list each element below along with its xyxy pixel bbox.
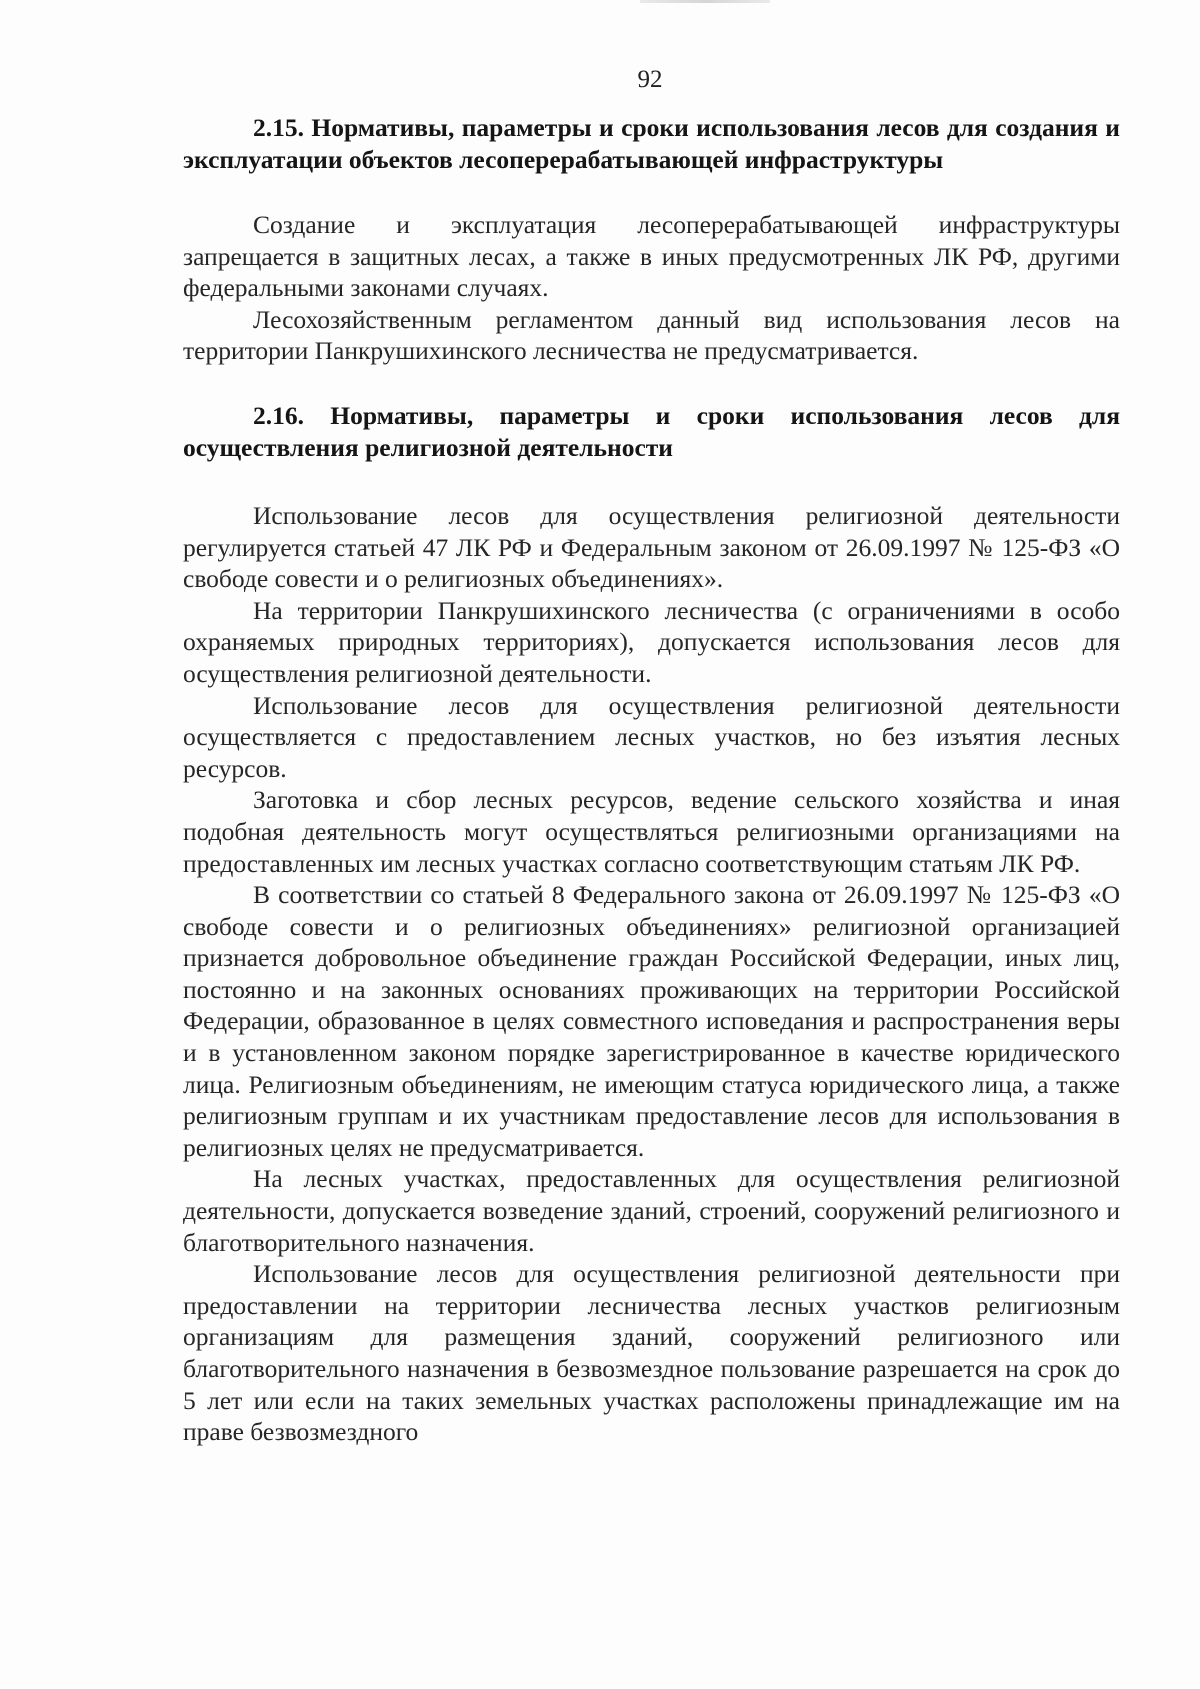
paragraph: Создание и эксплуатация лесоперерабатывающей инфраструктуры запрещается в защитных лесах, а также в иных предусмотренных ЛК РФ, другими федеральными законами случаях. <box>183 210 1120 303</box>
paragraph: На лесных участках, предоставленных для осуществления религиозной деятельности, допускается возведение зданий, строений, сооружений религиозного и благотворительного назначения. <box>183 1164 1120 1257</box>
section-body-2-15 <box>183 209 1120 367</box>
paragraph: Использование лесов для осуществления религиозной деятельности осуществляется с предоставлением лесных участков, но без изъятия лесных ресурсов. <box>183 690 1120 783</box>
section-body-2-16 <box>183 500 1120 1448</box>
paragraph: Заготовка и сбор лесных ресурсов, ведение сельского хозяйства и иная подобная деятельность могут осуществляться религиозными организациями на предоставленных им лесных участках согласно соответствующим статьям ЛК РФ. <box>183 785 1120 878</box>
scan-artifact <box>640 0 770 3</box>
page-content <box>183 112 1120 1448</box>
paragraph: Лесохозяйственным регламентом данный вид использования лесов на территории Панкрушихинского лесничества не предусматривается. <box>183 304 1120 366</box>
section-heading-2-16: 2.16. Нормативы, параметры и сроки использования лесов для осуществления религиозной деятельности <box>183 400 1120 462</box>
paragraph: В соответствии со статьей 8 Федерального закона от 26.09.1997 № 125-ФЗ «О свободе совести и о религиозных объединениях» религиозной организацией признается добровольное объединение граждан Российской Федерации, иных лиц, постоянно и на законных основаниях проживающих на территории Российской Федерации, образованное в целях совместного исповедания и распространения веры и в установленном законом порядке зарегистрированное в качестве юридического лица. Религиозным объединениям, не имеющим статуса юридического лица, а также религиозным группам и их участникам предоставление лесов для использования в религиозных целях не предусматривается. <box>183 880 1120 1162</box>
section-heading-2-15: 2.15. Нормативы, параметры и сроки использования лесов для создания и эксплуатации объектов лесоперерабатывающей инфраструктуры <box>183 113 1120 174</box>
paragraph: Использование лесов для осуществления религиозной деятельности регулируется статьей 47 ЛК РФ и Федеральным законом от 26.09.1997 № 125-ФЗ «О свободе совести и о религиозных объединениях». <box>183 500 1120 594</box>
paragraph: Использование лесов для осуществления религиозной деятельности при предоставлении на территории лесничества лесных участков религиозным организациям для размещения зданий, сооружений религиозного или благотворительного назначения в безвозмездное пользование разрешается на срок до 5 лет или если на таких земельных участках расположены принадлежащие им на праве безвозмездного <box>183 1259 1120 1447</box>
paragraph: На территории Панкрушихинского лесничества (с ограничениями в особо охраняемых природных территориях), допускается использования лесов для осуществления религиозной деятельности. <box>183 595 1120 688</box>
page-number: 92 <box>637 66 663 93</box>
